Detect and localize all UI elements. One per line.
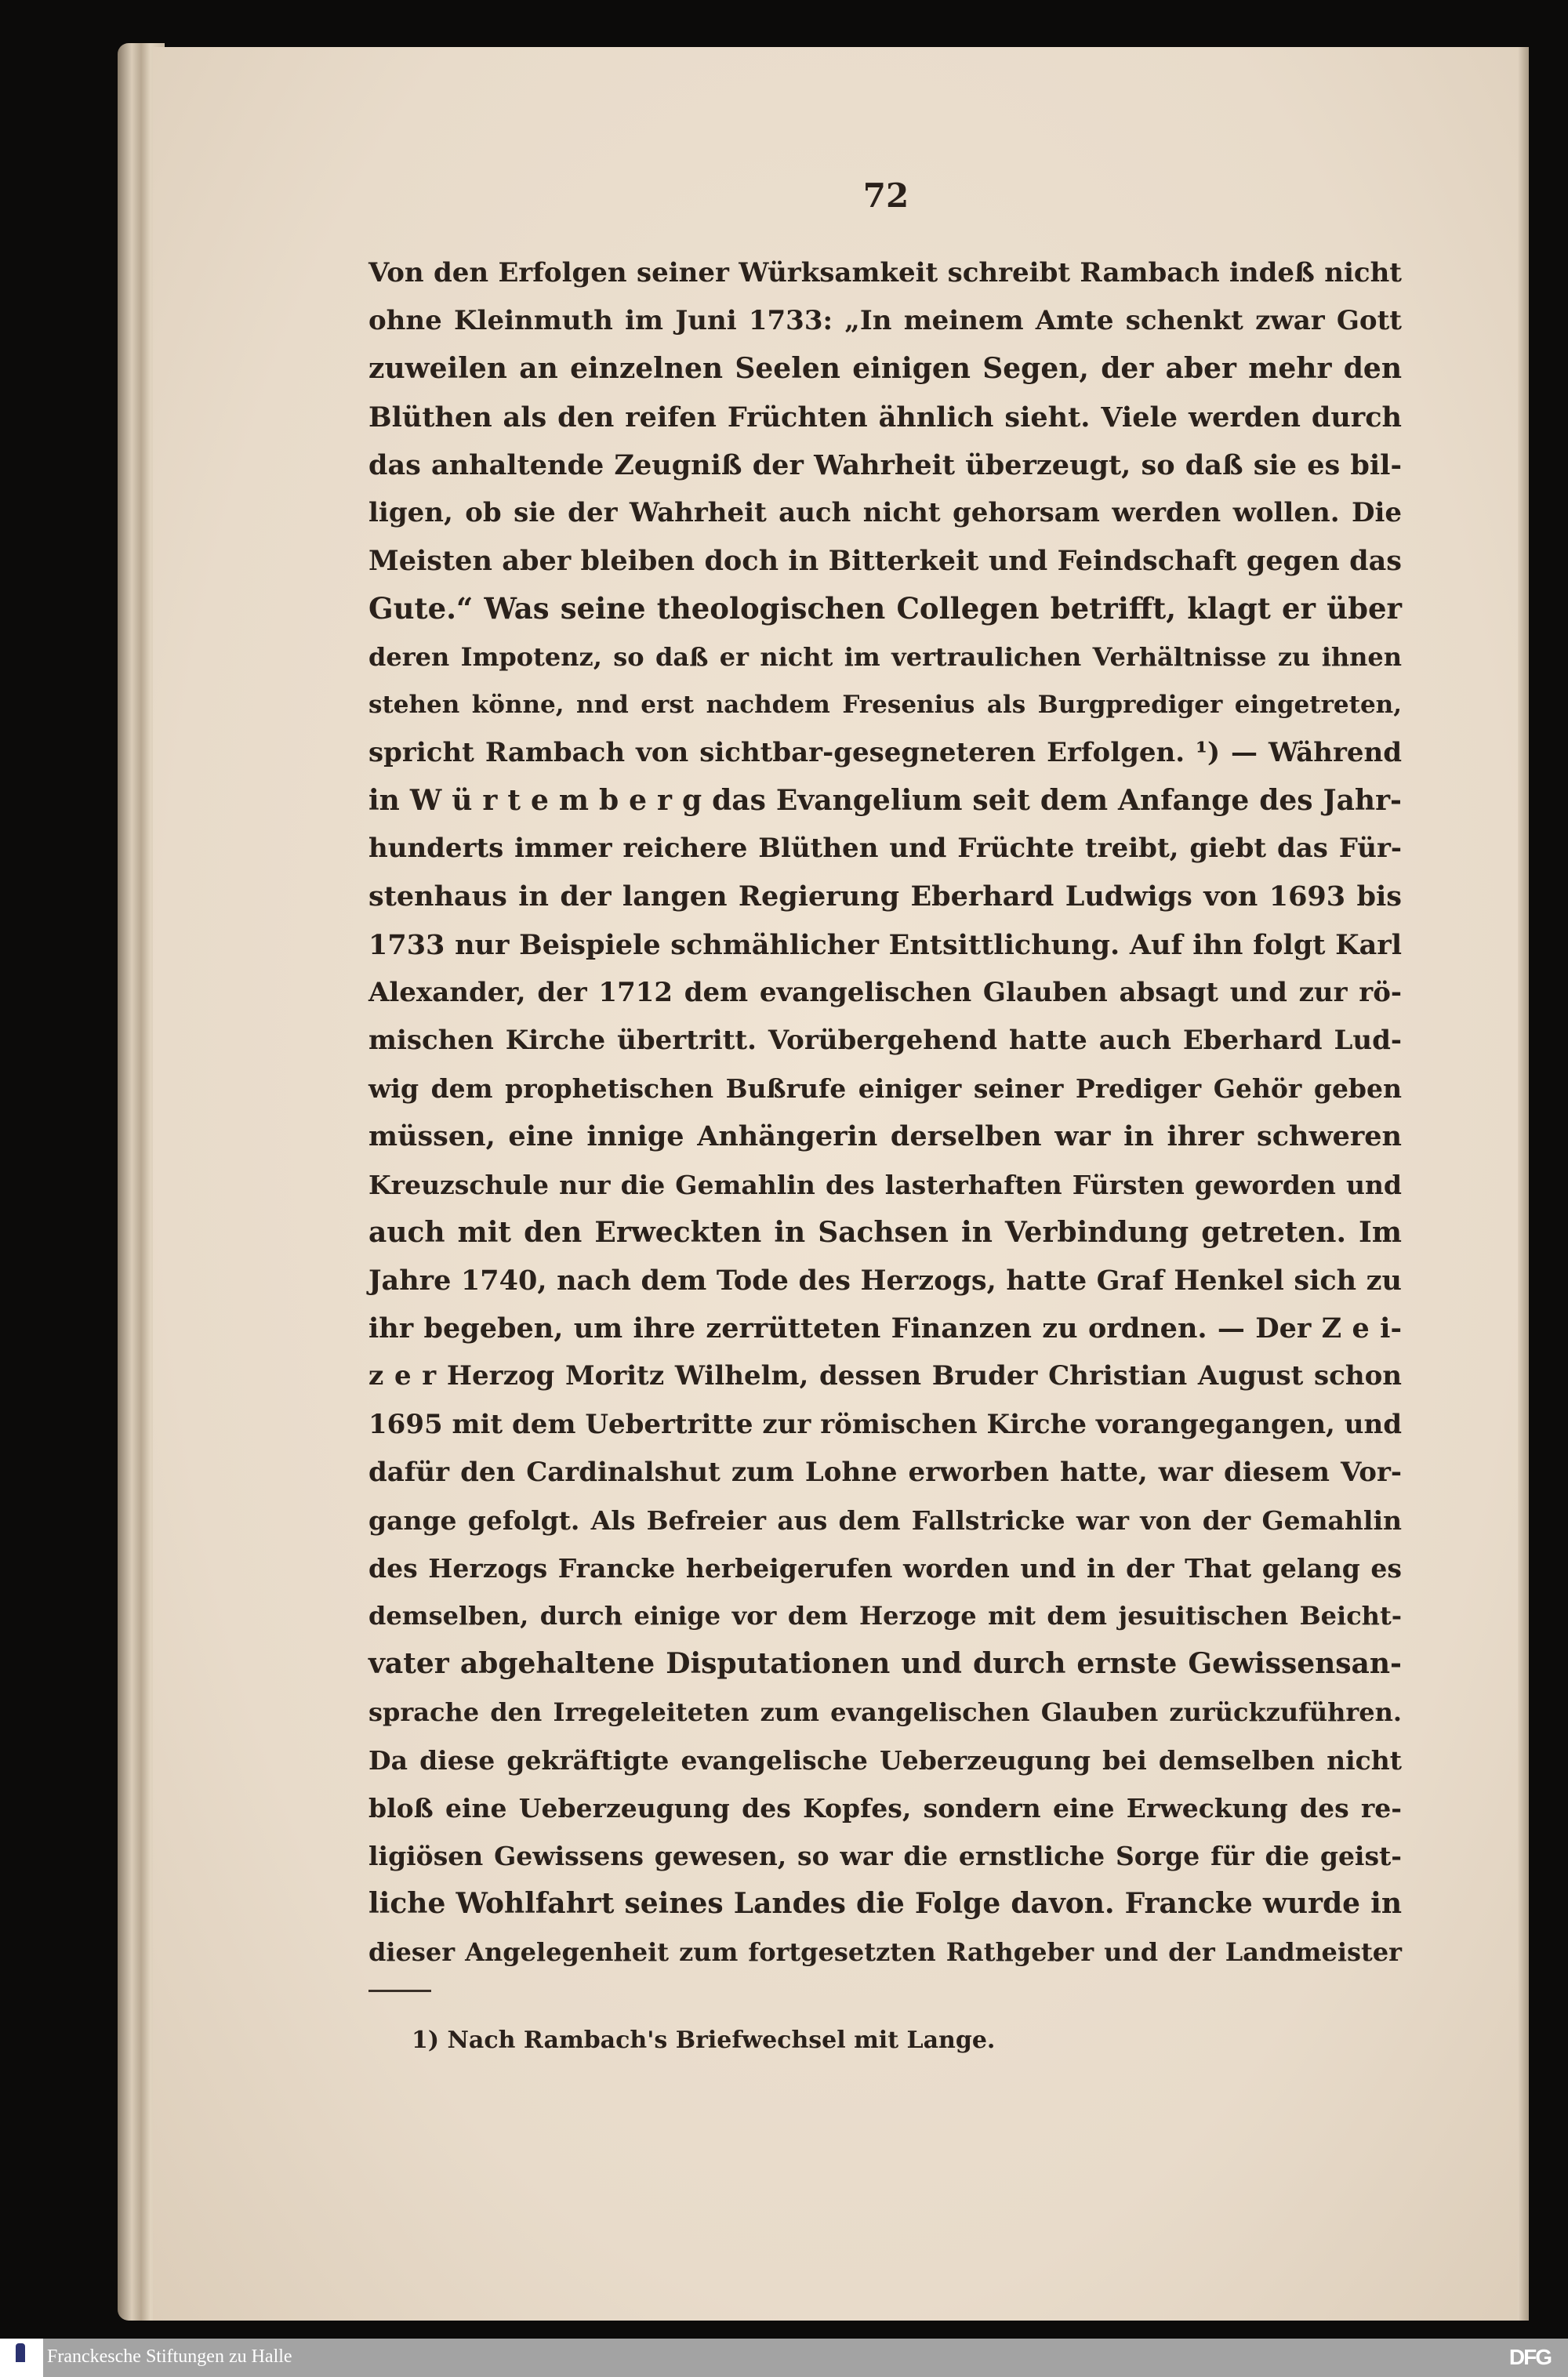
page-edge: [1518, 47, 1529, 2321]
text-line: Von den Erfolgen seiner Würksamkeit schreibt Rambach indeß nicht: [368, 257, 1402, 289]
text-line: liche Wohlfahrt seines Landes die Folge davon. Francke wurde in: [368, 1887, 1402, 1921]
text-line: dieser Angelegenheit zum fortgesetzten Rathgeber und der Landmeister: [368, 1936, 1402, 1967]
text-line: in W ü r t e m b e r g das Evangelium seit dem Anfange des Jahr-: [368, 784, 1402, 818]
text-line: ihr begeben, um ihre zerrütteten Finanzen zu ordnen. — Der Z e i-: [368, 1312, 1402, 1345]
text-line: müssen, eine innige Anhängerin derselben war in ihrer schweren: [368, 1120, 1402, 1153]
text-line: bloß eine Ueberzeugung des Kopfes, sondern eine Erweckung des re-: [368, 1793, 1402, 1824]
institution-logo: [0, 2339, 43, 2377]
text-line: Gute.“ Was seine theologischen Collegen betrifft, klagt er über: [368, 591, 1402, 626]
text-line: dafür den Cardinalshut zum Lohne erworben hatte, war diesem Vor-: [368, 1456, 1402, 1488]
text-line: das anhaltende Zeugniß der Wahrheit überzeugt, so daß sie es bil-: [368, 448, 1402, 481]
text-line: spricht Rambach von sichtbar-gesegneteren Erfolgen. ¹) — Während: [368, 736, 1402, 768]
text-line: 1695 mit dem Uebertritte zur römischen Kirche vorangegangen, und: [368, 1408, 1402, 1440]
text-line: Alexander, der 1712 dem evangelischen Glauben absagt und zur rö-: [368, 976, 1402, 1008]
text-line: des Herzogs Francke herbeigerufen worden und in der That gelang es: [368, 1553, 1402, 1584]
text-line: Kreuzschule nur die Gemahlin des lasterhaften Fürsten geworden und: [368, 1169, 1402, 1200]
text-line: Meisten aber bleiben doch in Bitterkeit und Feindschaft gegen das: [368, 545, 1402, 578]
institution-name: Franckesche Stiftungen zu Halle: [47, 2346, 292, 2367]
text-line: hunderts immer reichere Blüthen und Früchte treibt, giebt das Für-: [368, 833, 1402, 865]
footnote-rule: [368, 1990, 431, 1992]
page-number: 72: [862, 176, 909, 215]
text-line: wig dem prophetischen Bußrufe einiger seiner Prediger Gehör geben: [368, 1073, 1402, 1105]
text-line: ohne Kleinmuth im Juni 1733: „In meinem Amte schenkt zwar Gott: [368, 305, 1402, 337]
text-line: stehen könne, nnd erst nachdem Fresenius als Burgprediger eingetreten,: [368, 690, 1402, 719]
text-line: zuweilen an einzelnen Seelen einigen Segen, der aber mehr den: [368, 352, 1402, 386]
footer-bar: [0, 2339, 1568, 2377]
text-line: demselben, durch einige vor dem Herzoge mit dem jesuitischen Beicht-: [368, 1601, 1402, 1631]
logo-figure-icon: [16, 2343, 25, 2362]
text-line: z e r Herzog Moritz Wilhelm, dessen Bruder Christian August schon: [368, 1360, 1402, 1392]
text-line: Da diese gekräftigte evangelische Ueberzeugung bei demselben nicht: [368, 1744, 1402, 1776]
text-line: Jahre 1740, nach dem Tode des Herzogs, hatte Graf Henkel sich zu: [368, 1264, 1402, 1297]
text-line: ligen, ob sie der Wahrheit auch nicht gehorsam werden wollen. Die: [368, 496, 1402, 528]
dfg-logo: DFG: [1508, 2345, 1551, 2369]
footnote: 1) Nach Rambach's Briefwechsel mit Lange.: [412, 2027, 996, 2054]
text-line: ligiösen Gewissens gewesen, so war die ernstliche Sorge für die geist-: [368, 1841, 1402, 1872]
text-line: stenhaus in der langen Regierung Eberhard Ludwigs von 1693 bis: [368, 880, 1402, 913]
body-text: [368, 249, 1402, 1976]
text-line: Blüthen als den reifen Früchten ähnlich sieht. Viele werden durch: [368, 401, 1402, 434]
text-line: 1733 nur Beispiele schmählicher Entsittlichung. Auf ihn folgt Karl: [368, 928, 1402, 961]
text-line: sprache den Irregeleiteten zum evangelischen Glauben zurückzuführen.: [368, 1697, 1402, 1727]
text-line: deren Impotenz, so daß er nicht im vertraulichen Verhältnisse zu ihnen: [368, 641, 1402, 672]
text-line: gange gefolgt. Als Befreier aus dem Fallstricke war von der Gemahlin: [368, 1504, 1402, 1536]
text-line: vater abgehaltene Disputationen und durch ernste Gewissensan-: [368, 1647, 1402, 1681]
text-line: auch mit den Erweckten in Sachsen in Verbindung getreten. Im: [368, 1215, 1402, 1249]
text-line: mischen Kirche übertritt. Vorübergehend hatte auch Eberhard Lud-: [368, 1025, 1402, 1056]
